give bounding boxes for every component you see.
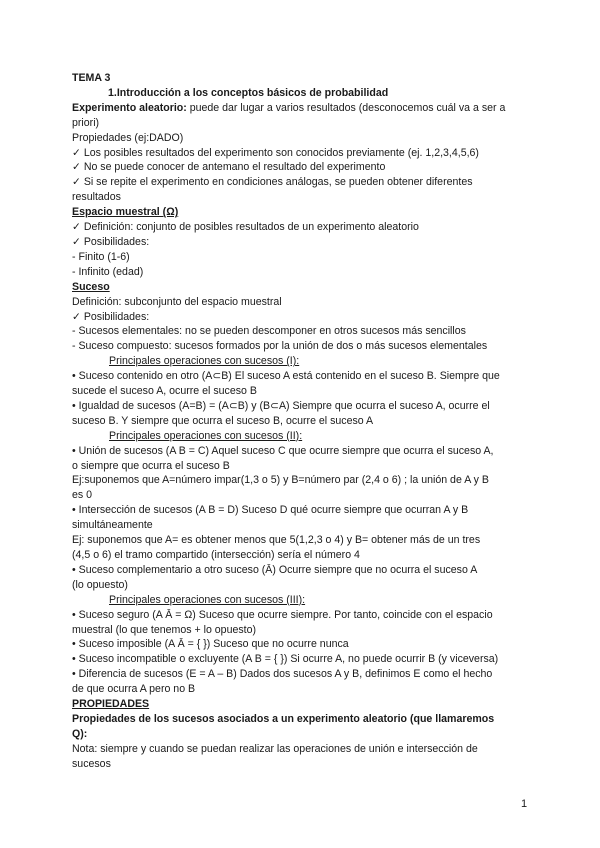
propiedades-subheading: Propiedades de los sucesos asociados a un experimento aleatorio (que llamaremos bbox=[72, 712, 495, 725]
bullet-item-cont: muestral (lo que tenemos + lo opuesto) bbox=[72, 623, 257, 636]
operaciones-heading-2: Principales operaciones con sucesos (II): bbox=[109, 429, 303, 442]
bullet-item: • Suceso complementario a otro suceso (Ā) Ocurre siempre que no ocurra el suceso A bbox=[72, 563, 478, 576]
bullet-item: • Intersección de sucesos (A B = D) Suceso D qué ocurre siempre que ocurran A y B bbox=[72, 504, 469, 517]
check-item: ✓ Si se repite el experimento en condiciones análogas, se pueden obtener diferentes bbox=[72, 176, 473, 189]
espacio-muestral-heading: Espacio muestral (Ω) bbox=[72, 206, 179, 219]
document-page bbox=[72, 71, 532, 772]
list-item: - Finito (1-6) bbox=[72, 250, 130, 263]
example-line: Ej: suponemos que A= es obtener menos que 5(1,2,3 o 4) y B= obtener más de un tres bbox=[72, 534, 481, 547]
check-item: ✓ Posibilidades: bbox=[72, 235, 150, 248]
example-line: Ej:suponemos que A=número impar(1,3 o 5) y B=número par (2,4 o 6) ; la unión de A y B bbox=[72, 474, 489, 487]
bullet-item-cont: sucede el suceso A, ocurre el suceso B bbox=[72, 385, 257, 398]
nota-line: Nota: siempre y cuando se puedan realizar las operaciones de unión e intersección de bbox=[72, 742, 478, 755]
example-line: (4,5 o 6) el tramo compartido (intersección) sería el número 4 bbox=[72, 549, 360, 561]
bullet-item: • Suceso contenido en otro (A⊂B) El suceso A está contenido en el suceso B. Siempre que bbox=[72, 370, 500, 383]
bullet-item-cont: simultáneamente bbox=[72, 519, 153, 532]
propiedades-label: Propiedades (ej:DADO) bbox=[72, 131, 184, 144]
check-item: ✓ No se puede conocer de antemano el resultado del experimento bbox=[72, 161, 386, 174]
bullet-item: • Suceso seguro (A Ā = Ω) Suceso que ocurre siempre. Por tanto, coincide con el espacio bbox=[72, 608, 493, 621]
operaciones-heading-3: Principales operaciones con sucesos (III): bbox=[109, 593, 306, 606]
bullet-item: • Suceso incompatible o excluyente (A B = { }) Si ocurre A, no puede ocurrir B (y viceversa) bbox=[72, 653, 499, 666]
suceso-definition: Definición: subconjunto del espacio muestral bbox=[72, 295, 282, 308]
tema-label: TEMA 3 bbox=[72, 72, 111, 84]
nota-line-cont: sucesos bbox=[72, 757, 111, 770]
list-item: - Sucesos elementales: no se pueden descomponer en otros sucesos más sencillos bbox=[72, 325, 466, 338]
bullet-item: • Diferencia de sucesos (E = A – B) Dados dos sucesos A y B, definimos E como el hecho bbox=[72, 668, 493, 681]
list-item: - Infinito (edad) bbox=[72, 265, 144, 278]
bullet-item-cont: (lo opuesto) bbox=[72, 578, 128, 591]
check-item: ✓ Definición: conjunto de posibles resultados de un experimento aleatorio bbox=[72, 221, 419, 234]
bullet-item: • Unión de sucesos (A B = C) Aquel suceso C que ocurre siempre que ocurra el suceso A, bbox=[72, 444, 494, 457]
propiedades-heading: PROPIEDADES bbox=[72, 698, 150, 711]
experimento-definition-cont: priori) bbox=[72, 116, 100, 129]
bullet-item-cont: de que ocurra A pero no B bbox=[72, 683, 196, 696]
page-number: 1 bbox=[521, 798, 528, 810]
check-item-cont: resultados bbox=[72, 191, 121, 204]
bullet-item-cont: o siempre que ocurra el suceso B bbox=[72, 459, 230, 472]
check-item: ✓ Los posibles resultados del experimento son conocidos previamente (ej. 1,2,3,4,5,6) bbox=[72, 146, 479, 159]
operaciones-heading-1: Principales operaciones con sucesos (I): bbox=[109, 355, 300, 368]
bullet-item: • Suceso imposible (A Ā = { }) Suceso que no ocurre nunca bbox=[72, 638, 349, 651]
bullet-item-cont: suceso B. Y siempre que ocurra el suceso B, ocurre el suceso A bbox=[72, 414, 374, 427]
section-title: 1.Introducción a los conceptos básicos de probabilidad bbox=[108, 86, 389, 99]
bullet-item: • Igualdad de sucesos (A=B) = (A⊂B) y (B⊂A) Siempre que ocurra el suceso A, ocurre el bbox=[72, 399, 490, 412]
suceso-heading: Suceso bbox=[72, 280, 110, 293]
experimento-term: Experimento aleatorio: bbox=[72, 101, 187, 114]
experimento-definition: Experimento aleatorio: puede dar lugar a varios resultados (desconocemos cuál va a ser a bbox=[72, 101, 506, 114]
propiedades-subheading-cont: Q): bbox=[72, 727, 88, 740]
check-item: ✓ Posibilidades: bbox=[72, 310, 150, 323]
list-item: - Suceso compuesto: sucesos formados por la unión de dos o más sucesos elementales bbox=[72, 340, 488, 353]
example-line: es 0 bbox=[72, 489, 93, 502]
